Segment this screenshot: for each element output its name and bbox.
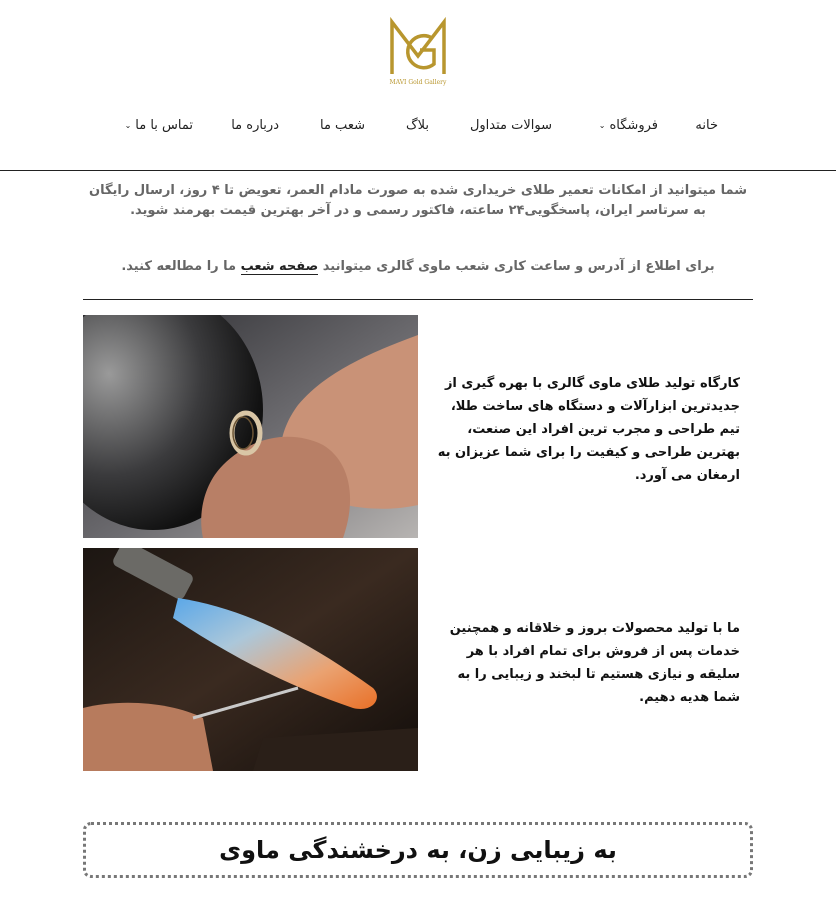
nav-home[interactable] [695, 118, 718, 133]
feature-text-workshop: کارگاه تولید طلای ماوی گالری با بهره گیری از جدیدترین ابزارآلات و دستگاه های ساخت طلا، تیم طراحی و مجرب ترین افراد این صنعت، بهترین طراحی و کیفیت را برای شما عزیزان به ارمغان می آورد. [437, 376, 740, 483]
branches-paragraph [83, 257, 753, 277]
nav-about[interactable] [231, 118, 279, 133]
nav-faq-label: سوالات متداول [469, 118, 552, 133]
ring-crafting-photo [83, 315, 418, 538]
feature-text-service: ما با تولید محصولات بروز و خلاقانه و همچنین خدمات پس از فروش برای تمام افراد با هر سلیقه و نیازی هستیم تا لبخند و زیبایی را به شما هدیه دهیم. [449, 621, 740, 705]
nav-shop[interactable] [599, 118, 658, 133]
slogan-banner [83, 822, 753, 878]
logo-caption: MAVI Gold Gallery [389, 79, 447, 86]
slogan-text: به زیبایی زن، به درخشندگی ماوی [219, 836, 617, 864]
nav-branches-label: شعب ما [320, 118, 365, 133]
nav-about-label: درباره ما [231, 118, 279, 133]
chevron-down-icon: ⌄ [124, 121, 132, 130]
nav-contact[interactable] [125, 118, 193, 133]
main-nav [0, 118, 836, 138]
site-header [0, 0, 836, 171]
nav-blog-label: بلاگ [405, 118, 429, 133]
intro-paragraph: شما میتوانید از امکانات تعمیر طلای خریداری شده به صورت مادام العمر، تعویض تا ۴ روز، ارسال رایگان به سرتاسر ایران، پاسخگویی۲۴ ساعته، فاکتور رسمی و در آخر بهترین قیمت بهرمند شوید. [89, 183, 747, 218]
nav-branches[interactable] [320, 118, 365, 133]
branches-page-link[interactable]: صفحه شعب [240, 259, 319, 274]
branches-text-suffix: ما را مطالعه کنید. [121, 259, 237, 274]
nav-faq[interactable] [470, 118, 552, 133]
nav-home-label: خانه [695, 118, 718, 133]
branches-text-prefix: برای اطلاع از آدرس و ساعت کاری شعب ماوی گالری میتوانید [322, 259, 715, 274]
nav-shop-label: فروشگاه [609, 118, 658, 133]
nav-contact-label: تماس با ما [135, 118, 193, 133]
section-divider [83, 299, 753, 300]
chevron-down-icon: ⌄ [598, 121, 606, 130]
torch-soldering-photo [83, 548, 418, 771]
nav-blog[interactable] [406, 118, 429, 133]
